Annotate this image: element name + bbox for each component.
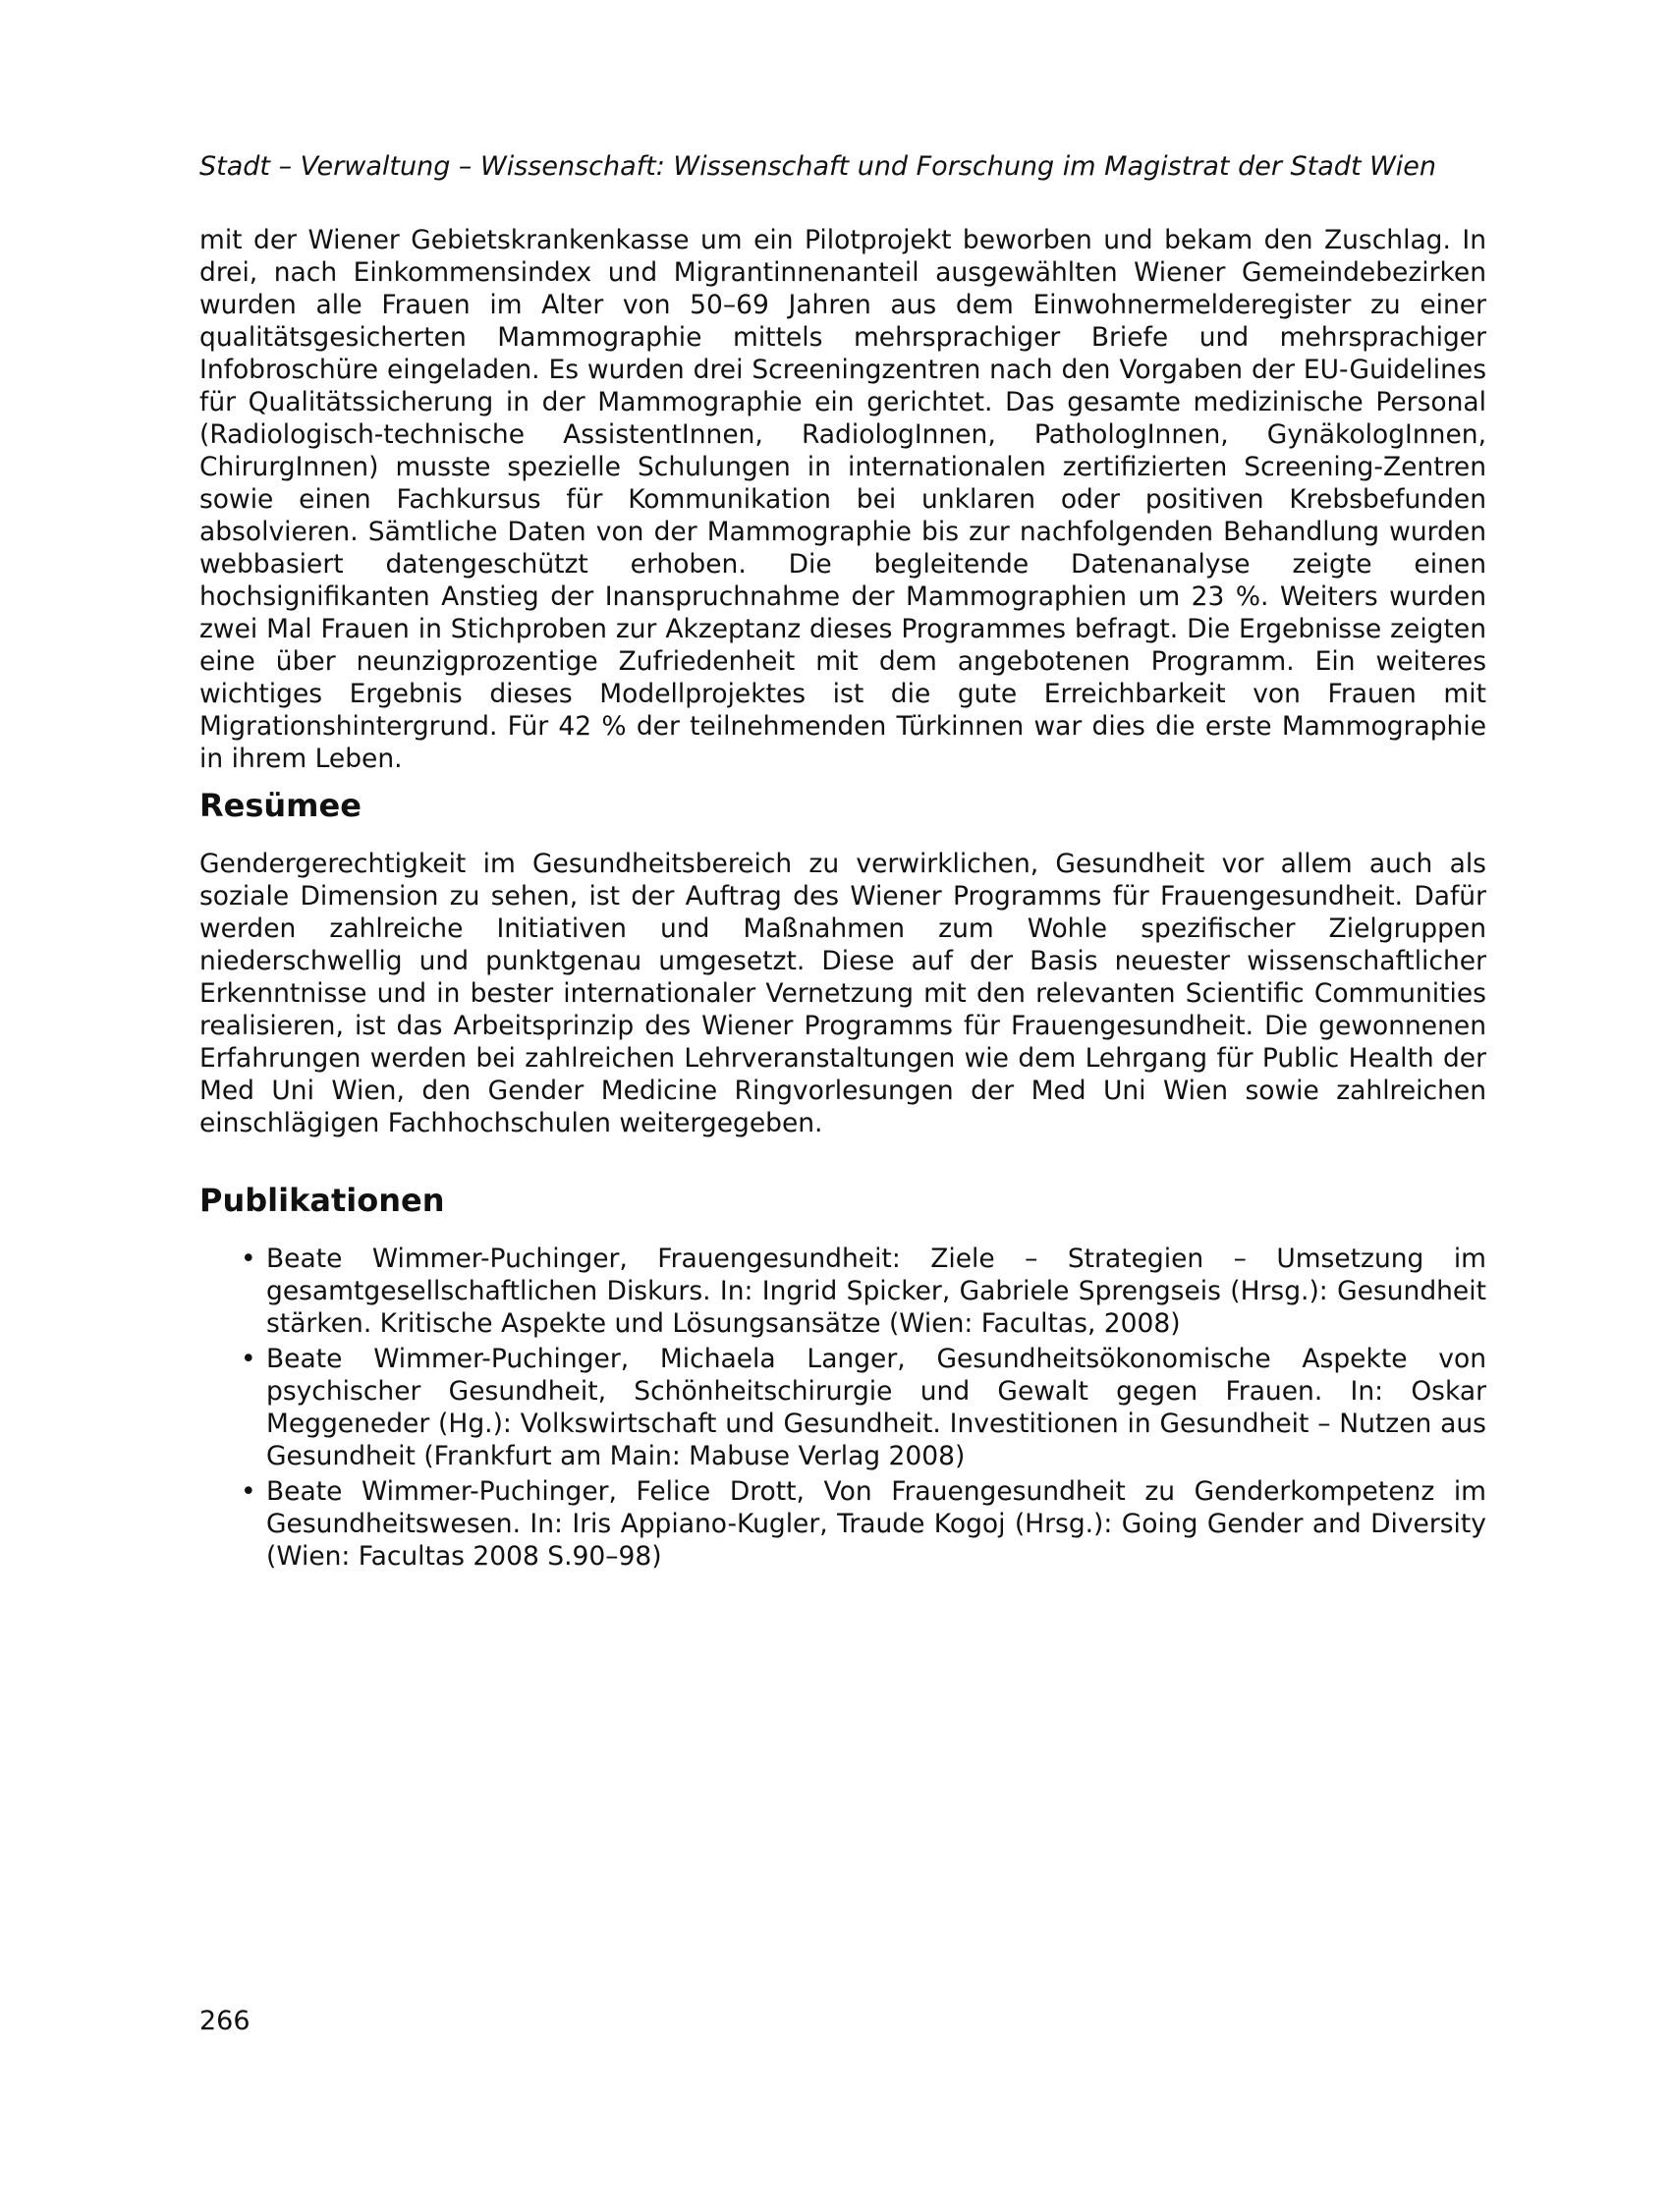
bullet-icon: • [241, 1244, 256, 1274]
publication-item [199, 1243, 1486, 1340]
publication-item [199, 1343, 1486, 1472]
publikationen-heading: Publikationen [199, 1182, 445, 1219]
intro-paragraph: mit der Wiener Gebietskrankenkasse um ein Pilotprojekt beworben und bekam den Zuschlag. In drei, nach Einkommensindex und Migrantinnenanteil ausgewählten Wiener Gemeindebezirken wurden alle Frauen im Alter von 50–69 Jahren aus dem Einwohnermelderegister zu einer qualitätsgesicherten Mammographie mittels mehrsprachiger Briefe und mehrsprachiger Infobroschüre eingeladen. Es wurden drei Screeningzentren nach den Vorgaben der EU-Guidelines für Qualitätssicherung in der Mammographie ein gerichtet. Das gesamte medizinische Personal (Radiologisch-technische AssistentInnen, RadiologInnen, PathologInnen, GynäkologInnen, ChirurgInnen) musste spezielle Schulungen in internationalen zertifizierten Screening-Zentren sowie einen Fachkursus für Kommunikation bei unklaren oder positiven Krebsbefunden absolvieren. Sämtliche Daten von der Mammographie bis zur nachfolgenden Behandlung wurden webbasiert datengeschützt erhoben. Die begleitende Datenanalyse zeigte einen hochsignifikanten Anstieg der Inanspruchnahme der Mammographien um 23 %. Weiters wurden zwei Mal Frauen in Stichproben zur Akzeptanz dieses Programmes befragt. Die Ergebnisse zeigten eine über neunzigprozentige Zufriedenheit mit dem angebotenen Programm. Ein weiteres wichtiges Ergebnis dieses Modellprojektes ist die gute Erreichbarkeit von Frauen mit Migrationshintergrund. Für 42 % der teilnehmenden Türkinnen war dies die erste Mammographie in ihrem Leben. [199, 225, 1486, 774]
page-number: 266 [199, 2006, 251, 2036]
resumee-heading: Resümee [199, 787, 362, 824]
bullet-icon: • [241, 1476, 256, 1507]
bullet-icon: • [241, 1344, 256, 1374]
publication-item [199, 1475, 1486, 1573]
publication-text: Beate Wimmer-Puchinger, Michaela Langer, Gesundheitsökonomische Aspekte von psychischer Gesundheit, Schönheitschirurgie und Gewalt gegen Frauen. In: Oskar Meggeneder (Hg.): Volkswirtschaft und Gesundheit. Investitionen in Gesundheit – Nutzen aus Gesundheit (Frankfurt am Main: Mabuse Verlag 2008) [266, 1344, 1486, 1471]
resumee-paragraph: Gendergerechtigkeit im Gesundheitsbereich zu verwirklichen, Gesundheit vor allem auch als soziale Dimension zu sehen, ist der Auftrag des Wiener Programms für Frauengesundheit. Dafür werden zahlreiche Initiativen und Maßnahmen zum Wohle spezifischer Zielgruppen niederschwellig und punktgenau umgesetzt. Diese auf der Basis neuester wissenschaftlicher Erkenntnisse und in bester internationaler Vernetzung mit den relevanten Scientific Communities realisieren, ist das Arbeitsprinzip des Wiener Programms für Frauengesundheit. Die gewonnenen Erfahrungen werden bei zahlreichen Lehrveranstaltungen wie dem Lehrgang für Public Health der Med Uni Wien, den Gender Medicine Ringvorlesungen der Med Uni Wien sowie zahlreichen einschlägigen Fachhochschulen weitergegeben. [199, 849, 1486, 1138]
publication-list [199, 1243, 1486, 1576]
publication-text: Beate Wimmer-Puchinger, Frauengesundheit: Ziele – Strategien – Umsetzung im gesamtgesellschaftlichen Diskurs. In: Ingrid Spicker, Gabriele Sprengseis (Hrsg.): Gesundheit stärken. Kritische Aspekte und Lösungsansätze (Wien: Facultas, 2008) [266, 1244, 1486, 1339]
running-header: Stadt – Verwaltung – Wissenschaft: Wissenschaft und Forschung im Magistrat der Stadt Wien [199, 151, 1437, 182]
publication-text: Beate Wimmer-Puchinger, Felice Drott, Von Frauengesundheit zu Genderkompetenz im Gesundheitswesen. In: Iris Appiano-Kugler, Traude Kogoj (Hrsg.): Going Gender and Diversity (Wien: Facultas 2008 S.90–98) [266, 1476, 1486, 1572]
